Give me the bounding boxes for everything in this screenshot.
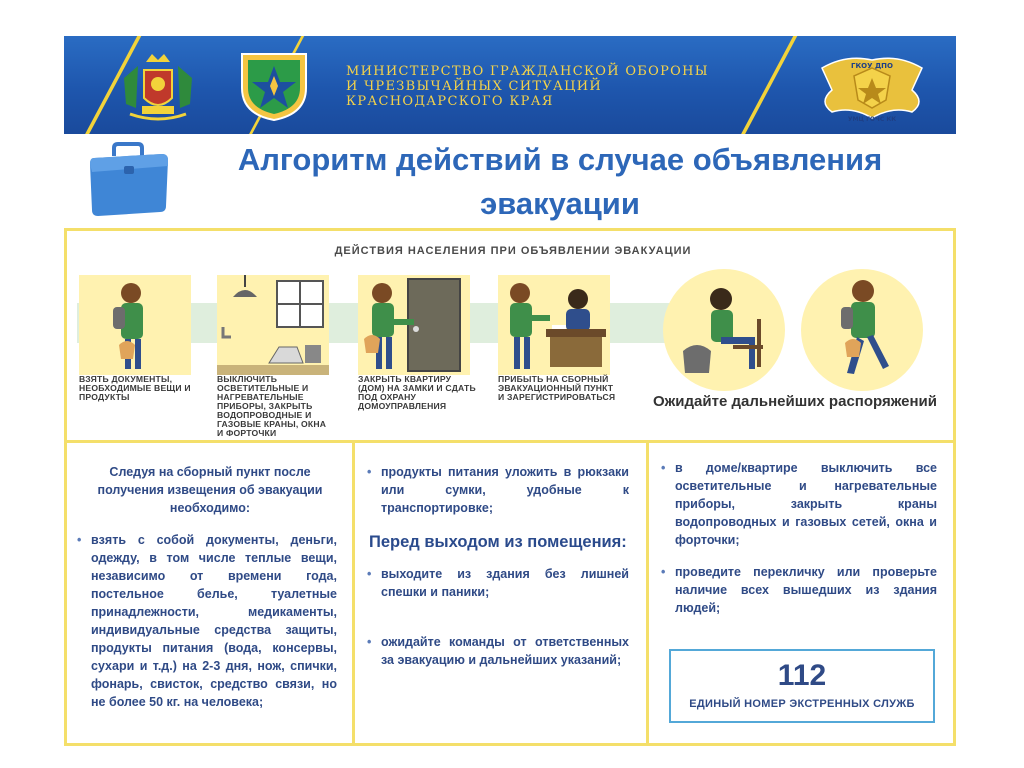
step-1-illustration bbox=[79, 275, 191, 375]
badge-top-text: ГКОУ ДПО bbox=[850, 62, 894, 70]
list-item: • проведите перекличку или проверьте наличие всех вышедших из здания людей; bbox=[659, 563, 937, 617]
person-locking-door-icon bbox=[358, 275, 470, 375]
ministry-line-2: И ЧРЕЗВЫЧАЙНЫХ СИТУАЦИЙ bbox=[346, 79, 603, 94]
column-home-safety bbox=[646, 440, 956, 746]
column-before-leaving bbox=[64, 440, 356, 746]
emergency-hotline-box bbox=[669, 649, 935, 723]
step-2-illustration bbox=[217, 275, 329, 375]
column-1-heading: Следуя на сборный пункт после получения извещения об эвакуации необходимо: bbox=[97, 465, 323, 515]
step-3-caption: ЗАКРЫТЬ КВАРТИРУ (ДОМ) НА ЗАМКИ И СДАТЬ ПОД ОХРАНУ ДОМОУПРАВЛЕНИЯ bbox=[358, 374, 476, 411]
list-item: • продукты питания уложить в рюкзаки или сумки, удобные к транспортировке; bbox=[365, 463, 629, 517]
registration-desk-icon bbox=[498, 275, 610, 375]
actions-heading: ДЕЙСТВИЯ НАСЕЛЕНИЯ ПРИ ОБЪЯВЛЕНИИ ЭВАКУАЦИИ bbox=[334, 245, 692, 257]
ministry-name bbox=[346, 64, 776, 109]
list-item: • ожидайте команды от ответственных за эвакуацию и дальнейших указаний; bbox=[365, 633, 629, 669]
column-1-list bbox=[67, 527, 353, 711]
page-title-line-2: эвакуации bbox=[480, 186, 640, 221]
page-title-line-1: Алгоритм действий в случае объявления bbox=[237, 142, 883, 177]
header-banner bbox=[64, 36, 956, 134]
suitcase-icon bbox=[84, 140, 172, 218]
seated-person-icon bbox=[663, 269, 785, 391]
column-exit-instructions bbox=[352, 440, 650, 746]
person-with-bag-icon bbox=[79, 275, 191, 375]
list-item: • в доме/квартире выключить все осветительные и нагревательные приборы, закрыть краны водопроводных и газовых сетей, окна и форточки; bbox=[659, 459, 937, 549]
list-item: • выходите из здания без лишней спешки и паники; bbox=[365, 565, 629, 601]
krasnodar-coat-of-arms-icon bbox=[120, 48, 196, 124]
step-1-caption: ВЗЯТЬ ДОКУМЕНТЫ, НЕОБХОДИМЫЕ ВЕЩИ И ПРОДУКТЫ bbox=[79, 374, 191, 402]
ministry-line-3: КРАСНОДАРСКОГО КРАЯ bbox=[346, 94, 554, 109]
badge-bottom-text: УМЦ ГОЧС КК bbox=[847, 116, 897, 123]
actions-panel bbox=[64, 228, 956, 444]
column-2-subheading: Перед выходом из помещения: bbox=[369, 533, 627, 551]
step-2-caption: ВЫКЛЮЧИТЬ ОСВЕТИТЕЛЬНЫЕ И НАГРЕВАТЕЛЬНЫЕ ПРИБОРЫ, ЗАКРЫТЬ ВОДОПРОВОДНЫЕ И ГАЗОВЫЕ КРАНЫ, ОКНА И ФОРТОЧКИ bbox=[217, 374, 327, 438]
training-center-badge-icon bbox=[816, 50, 928, 124]
mchs-emblem-icon bbox=[234, 48, 314, 122]
step-4-illustration bbox=[498, 275, 610, 375]
ministry-line-1: МИНИСТЕРСТВО ГРАЖДАНСКОЙ ОБОРОНЫ bbox=[346, 64, 709, 79]
window-lamp-iron-icon bbox=[217, 275, 329, 375]
seated-waiting-illustration bbox=[663, 269, 785, 391]
column-2-list bbox=[355, 565, 647, 669]
hotline-number: 112 bbox=[777, 659, 827, 692]
hotline-label: ЕДИНЫЙ НОМЕР ЭКСТРЕННЫХ СЛУЖБ bbox=[689, 698, 915, 710]
step-3-illustration bbox=[358, 275, 470, 375]
await-orders-text: Ожидайте дальнейших распоряжений bbox=[653, 393, 938, 410]
walking-person-illustration bbox=[801, 269, 923, 391]
list-item: • взять с собой документы, деньги, одежду, в том числе теплые вещи, независимо от времени года, постельное белье, туалетные принадлежности, медикаменты, индивидуальные средства защиты, продукты питания (вода, консервы, сухари и т.д.) на 2-3 дня, нож, спички, фонарь, свисток, средство связи, но не более 50 кг. на человека; bbox=[75, 531, 337, 711]
column-2-top-list bbox=[355, 443, 647, 517]
column-3-list bbox=[649, 443, 953, 617]
walking-person-icon bbox=[801, 269, 923, 391]
page-title bbox=[180, 138, 940, 226]
step-4-caption: ПРИБЫТЬ НА СБОРНЫЙ ЭВАКУАЦИОННЫЙ ПУНКТ И ЗАРЕГИСТРИРОВАТЬСЯ bbox=[498, 374, 616, 402]
